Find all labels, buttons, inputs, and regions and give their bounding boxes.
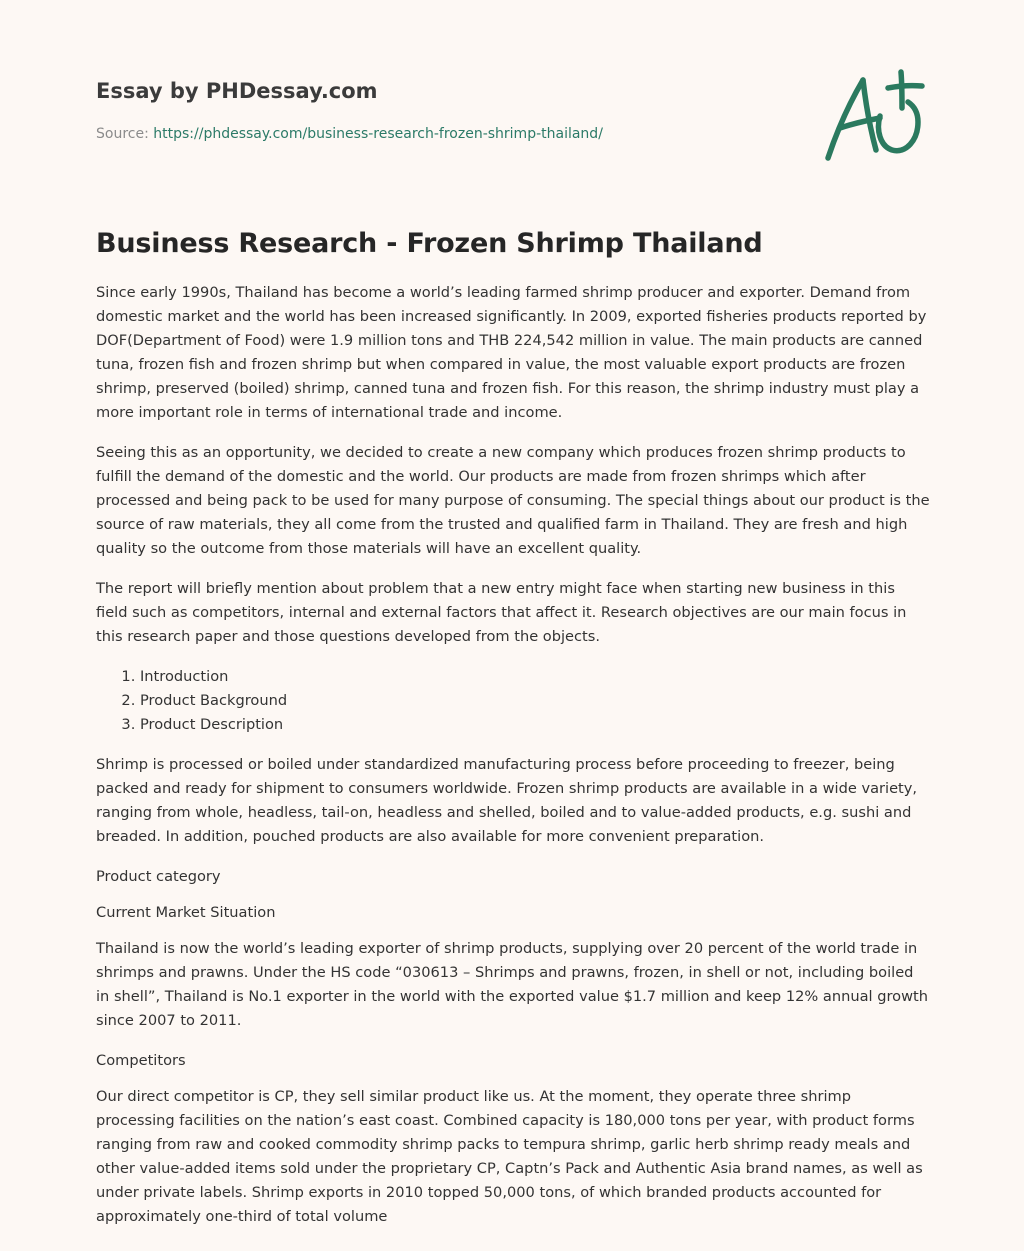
article-paragraph: The report will briefly mention about problem that a new entry might face when starting new business in this field such as competitors, internal and external factors that affect it. Research objectives are our main focus in this research paper and those questions developed from the objects. — [96, 580, 907, 645]
source-label: Source: — [96, 126, 149, 142]
source-link[interactable]: https://phdessay.com/business-research-frozen-shrimp-thailand/ — [153, 126, 603, 142]
article-paragraph: Seeing this as an opportunity, we decided to create a new company which produces frozen shrimp products to fulfill the demand of the domestic and the world. Our products are made from frozen shrimps which after processed and being pack to be used for many purpose of consuming. The special things about our product is the source of raw materials, they all come from the trusted and qualified farm in Thailand. They are fresh and high quality so the outcome from those materials will have an excellent quality. — [96, 444, 930, 557]
subheading-current-market: Current Market Situation — [96, 904, 276, 921]
subheading-product-category: Product category — [96, 868, 221, 885]
source-line — [96, 124, 796, 144]
page-header — [96, 77, 796, 144]
list-item: 1. Introduction — [140, 665, 930, 689]
section-list — [96, 665, 930, 737]
site-title: Essay by PHDessay.com — [96, 79, 378, 103]
list-item: 2. Product Background — [140, 689, 930, 713]
article-title: Business Research - Frozen Shrimp Thailand — [96, 228, 763, 259]
list-item: 3. Product Description — [140, 713, 930, 737]
subheading-competitors: Competitors — [96, 1052, 186, 1069]
article-paragraph: Shrimp is processed or boiled under standardized manufacturing process before proceeding to freezer, being packed and ready for shipment to consumers worldwide. Frozen shrimp products are available in a wide variety, ranging from whole, headless, tail-on, headless and shelled, boiled and to value-added products, e.g. sushi and breaded. In addition, pouched products are also available for more convenient preparation. — [96, 756, 918, 845]
article-paragraph: Since early 1990s, Thailand has become a world’s leading farmed shrimp producer and exporter. Demand from domestic market and the world has been increased significantly. In 2009, exported fisheries products reported by DOF(Department of Food) were 1.9 million tons and THB 224,542 million in value. The main products are canned tuna, frozen fish and frozen shrimp but when compared in value, the most valuable export products are frozen shrimp, preserved (boiled) shrimp, canned tuna and frozen fish. For this reason, the shrimp industry must play a more important role in terms of international trade and income. — [96, 284, 927, 421]
article-content — [96, 226, 930, 1245]
article-paragraph: Our direct competitor is CP, they sell similar product like us. At the moment, they operate three shrimp processing facilities on the nation’s east coast. Combined capacity is 180,000 tons per year, with product forms ranging from raw and cooked commodity shrimp packs to tempura shrimp, garlic herb shrimp ready meals and other value-added items sold under the proprietary CP, Captn’s Pack and Authentic Asia brand names, as well as under private labels. Shrimp exports in 2010 topped 50,000 tons, of which branded products accounted for approximately one-third of total volume — [96, 1088, 923, 1225]
article-paragraph: Thailand is now the world’s leading exporter of shrimp products, supplying over 20 percent of the world trade in shrimps and prawns. Under the HS code “030613 – Shrimps and prawns, frozen, in shell or not, including boiled in shell”, Thailand is No.1 exporter in the world with the exported value $1.7 million and keep 12% annual growth since 2007 to 2011. — [96, 940, 929, 1029]
a-plus-logo-icon — [818, 66, 928, 166]
